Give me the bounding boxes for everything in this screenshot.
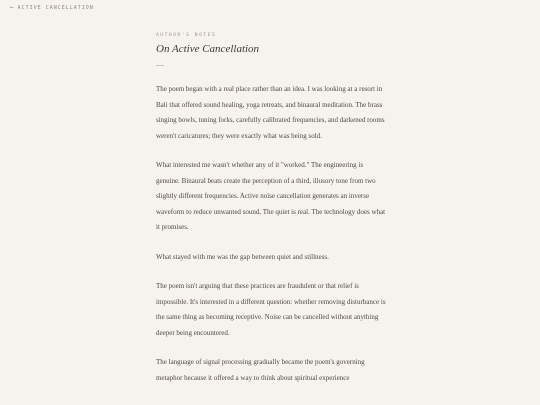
article-paragraph: The poem began with a real place rather than an idea. I was looking at a resort in Bali that offered sound healing, yoga retreats, and binaural meditation. The brass singing bowls, tuning forks, carefully calibrated frequencies, and darkened rooms weren't caricatures; they were exactly what was being sold. — [156, 85, 385, 140]
back-link[interactable] — [10, 5, 94, 11]
article-title: On Active Cancellation — [156, 43, 260, 55]
section-eyebrow: AUTHOR'S NOTES — [156, 33, 217, 38]
article-paragraph: What interested me wasn't whether any of it "worked." The engineering is genuine. Binaural beats create the perception of a third, illusory tone from two slightly different frequencies. Active noise cancellation generates an inverse waveform to reduce unwanted sound. The quiet is real. The technology does what it promises. — [156, 161, 386, 232]
article — [156, 33, 388, 400]
article-paragraph: What stayed with me was the gap between quiet and stillness. — [156, 252, 329, 261]
title-divider — [156, 65, 164, 66]
article-paragraph: The language of signal processing gradually became the poem's governing metaphor because it offered a way to think about spiritual experience — [156, 358, 365, 382]
back-arrow-icon: ← — [10, 4, 15, 11]
article-paragraph: The poem isn't arguing that these practices are fraudulent or that relief is impossible. It's interested in a different question: whether removing disturbance is the same thing as becoming receptive. Noise can be cancelled without anything deeper being encountered. — [156, 282, 386, 337]
back-link-label: ACTIVE CANCELLATION — [17, 5, 94, 11]
